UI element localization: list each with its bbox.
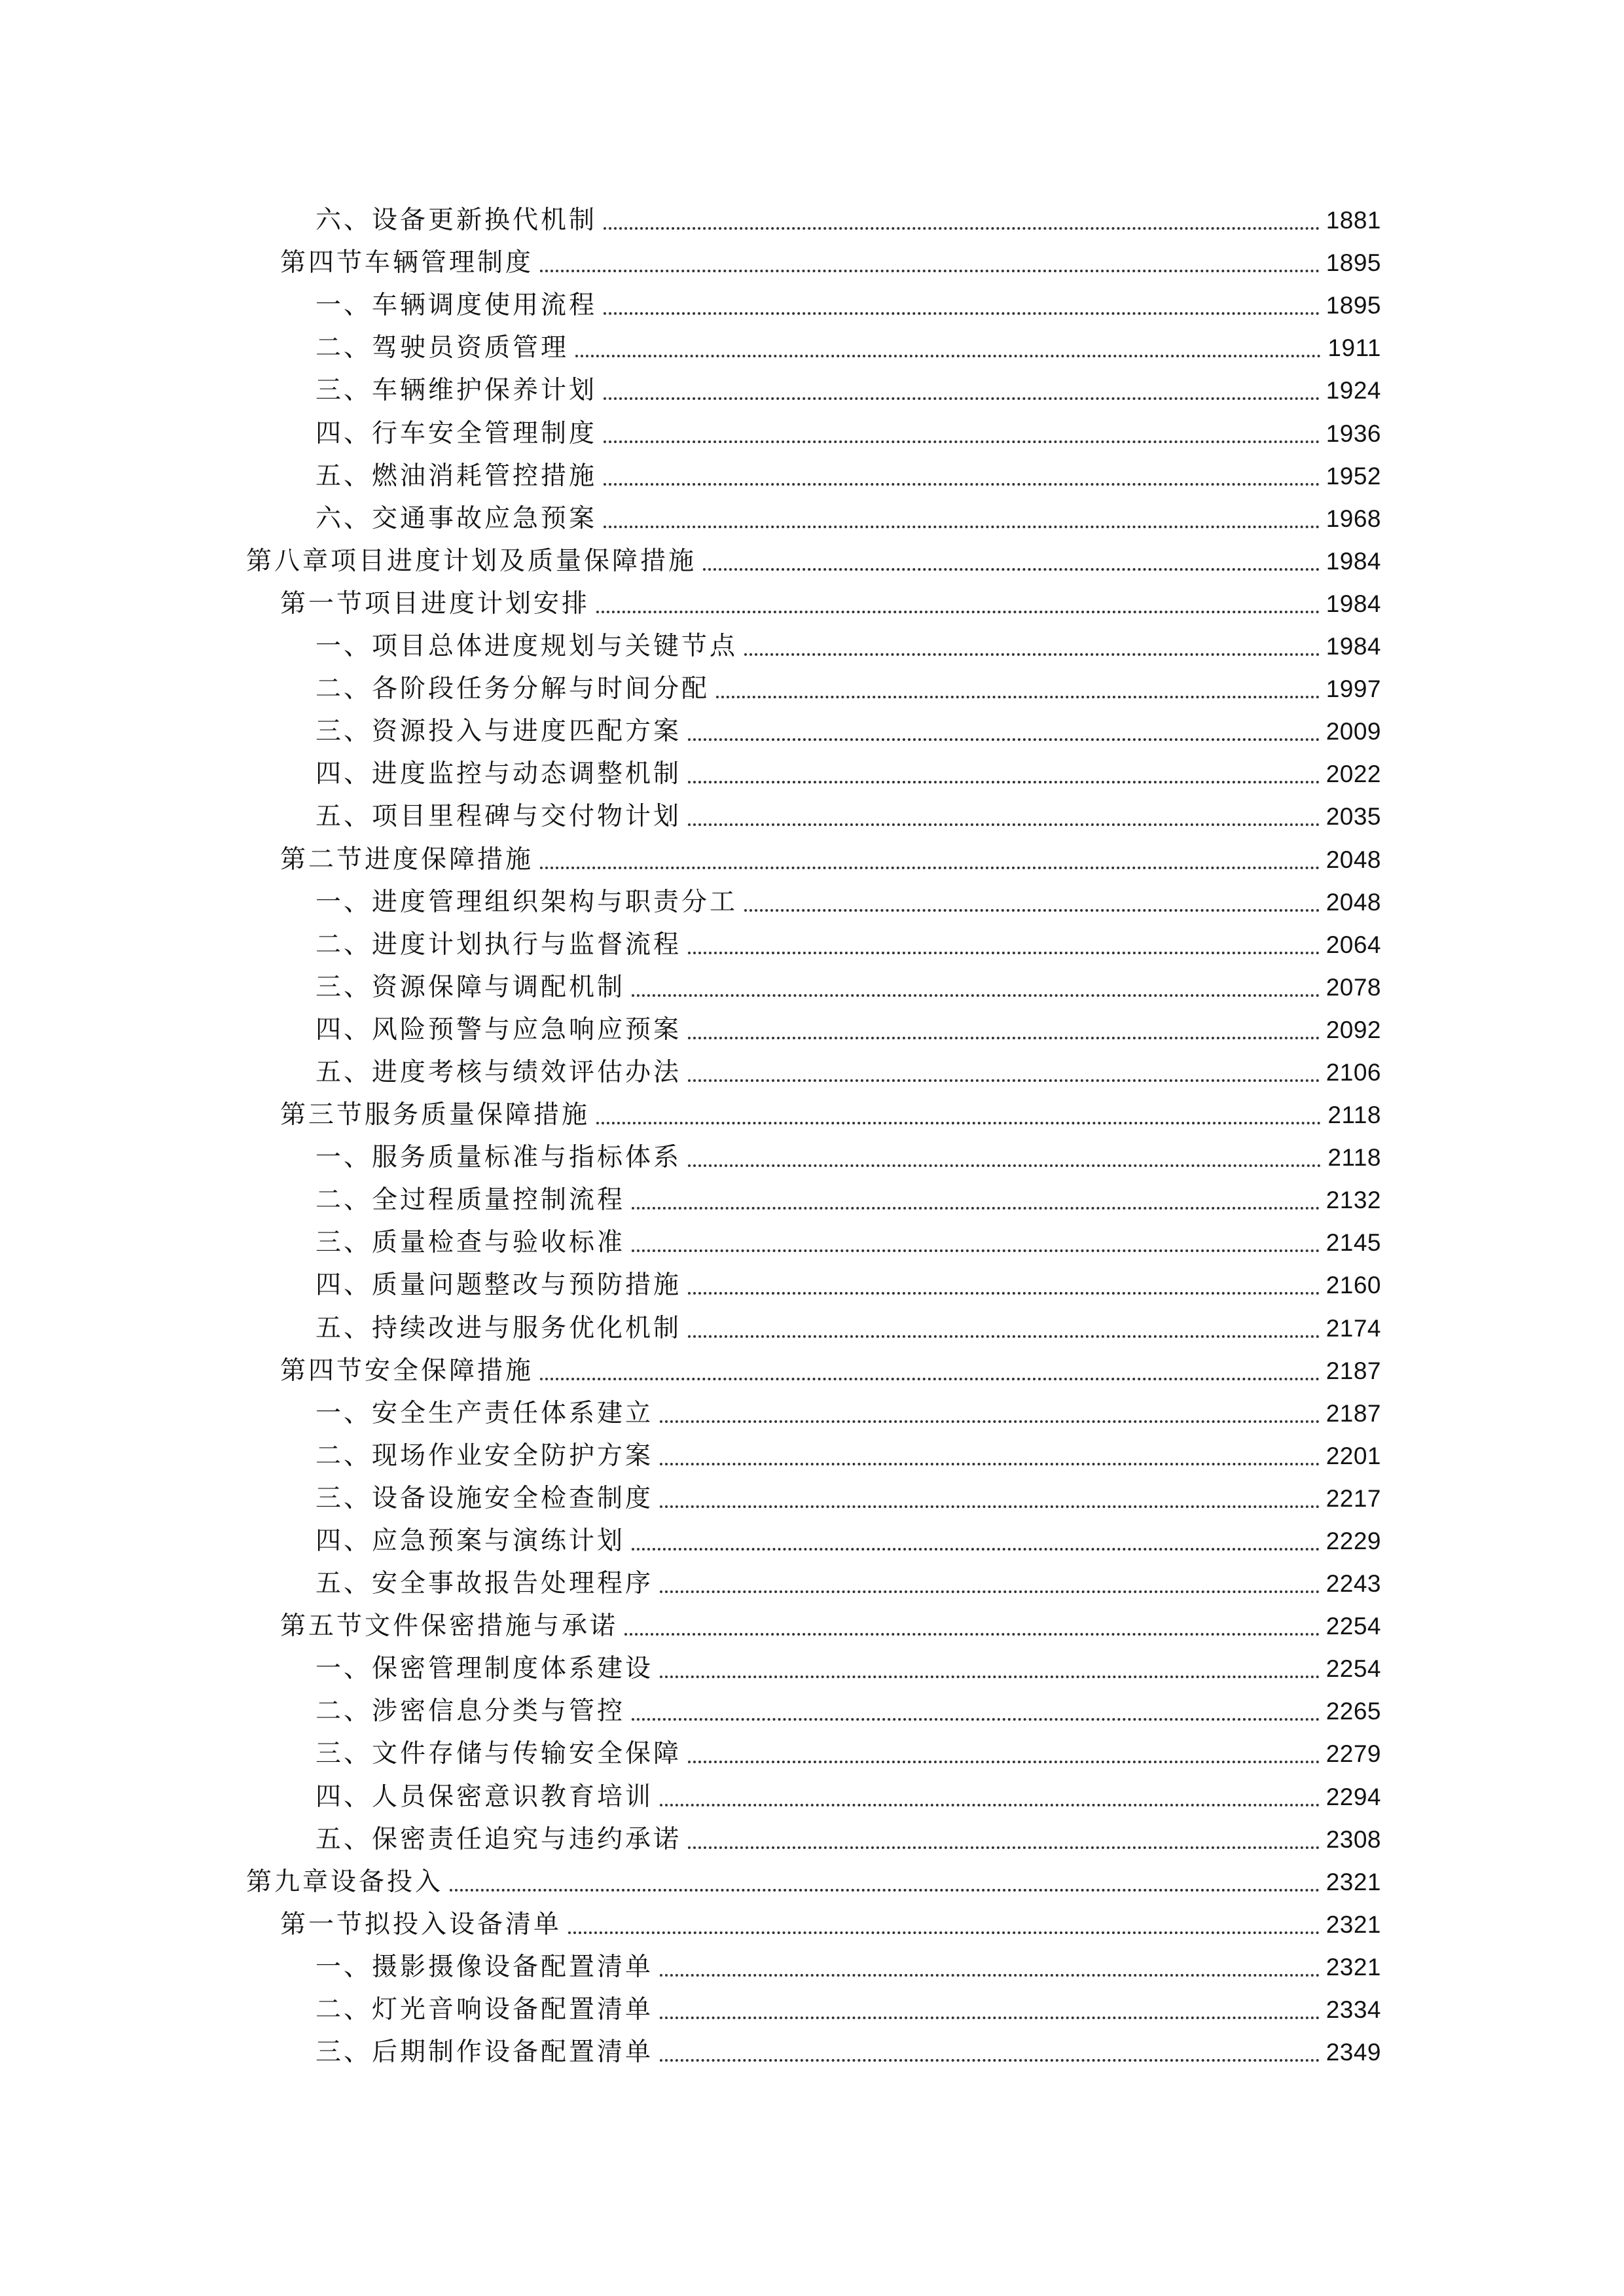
toc-entry-title: 二、全过程质量控制流程 [316, 1185, 626, 1215]
toc-entry[interactable] [0, 539, 1624, 582]
toc-entry[interactable] [0, 198, 1624, 241]
toc-entry-page-number: 1911 [1327, 334, 1381, 362]
toc-entry[interactable] [0, 1732, 1624, 1774]
toc-dot-leader [688, 952, 1320, 954]
toc-dot-leader [604, 526, 1320, 528]
toc-entry[interactable] [0, 1860, 1624, 1903]
toc-entry-page-number: 2022 [1326, 761, 1381, 788]
toc-entry-title: 第一节拟投入设备清单 [280, 1909, 562, 1939]
toc-entry-page-number: 2187 [1326, 1399, 1381, 1427]
toc-entry[interactable] [0, 497, 1624, 539]
toc-entry[interactable] [0, 795, 1624, 837]
toc-dot-leader [632, 1207, 1320, 1210]
toc-dot-leader [688, 1164, 1321, 1167]
toc-dot-leader [604, 440, 1320, 443]
toc-dot-leader [688, 1335, 1320, 1338]
toc-entry-page-number: 1984 [1326, 633, 1381, 660]
toc-entry-title: 三、设备设施安全检查制度 [316, 1483, 654, 1513]
toc-entry-page-number: 2201 [1326, 1442, 1381, 1469]
toc-entry-page-number: 1952 [1326, 462, 1381, 490]
toc-entry[interactable] [0, 241, 1624, 283]
toc-entry[interactable] [0, 1519, 1624, 1562]
toc-dot-leader [688, 1292, 1320, 1295]
toc-dot-leader [450, 1889, 1320, 1892]
toc-entry-page-number: 2132 [1326, 1187, 1381, 1214]
toc-entry-title: 一、安全生产责任体系建立 [316, 1398, 654, 1428]
toc-entry-page-number: 2106 [1326, 1058, 1381, 1086]
toc-entry[interactable] [0, 411, 1624, 454]
toc-dot-leader [660, 1590, 1320, 1593]
toc-entry-title: 第五节文件保密措施与承诺 [280, 1611, 619, 1641]
toc-entry-page-number: 2294 [1326, 1783, 1381, 1810]
toc-entry-title: 四、风险预警与应急响应预案 [316, 1014, 682, 1045]
toc-entry[interactable] [0, 1945, 1624, 1988]
toc-entry-title: 五、进度考核与绩效评估办法 [316, 1057, 682, 1087]
toc-entry-page-number: 2254 [1326, 1655, 1381, 1683]
toc-entry-page-number: 1895 [1326, 249, 1381, 277]
toc-entry-title: 三、资源投入与进度匹配方案 [316, 717, 682, 747]
toc-entry[interactable] [0, 1263, 1624, 1306]
toc-entry-title: 三、资源保障与调配机制 [316, 972, 626, 1002]
toc-dot-leader [744, 653, 1320, 656]
toc-dot-leader [596, 611, 1320, 613]
toc-entry[interactable] [0, 880, 1624, 923]
toc-dot-leader [688, 1846, 1320, 1849]
toc-entry-page-number: 2078 [1326, 973, 1381, 1001]
toc-entry-title: 一、车辆调度使用流程 [316, 291, 598, 321]
toc-entry-title: 二、灯光音响设备配置清单 [316, 1995, 654, 2025]
toc-dot-leader [604, 397, 1320, 400]
toc-entry-title: 第二节进度保障措施 [280, 844, 534, 874]
toc-dot-leader [660, 1463, 1320, 1465]
toc-entry-title: 三、质量检查与验收标准 [316, 1228, 626, 1258]
toc-entry-page-number: 2217 [1326, 1484, 1381, 1512]
toc-entry-page-number: 2048 [1326, 846, 1381, 873]
toc-entry-page-number: 2160 [1326, 1272, 1381, 1299]
toc-dot-leader [624, 1633, 1320, 1636]
toc-entry-title: 二、涉密信息分类与管控 [316, 1696, 626, 1727]
toc-entry[interactable] [0, 1178, 1624, 1221]
toc-entry-page-number: 2118 [1327, 1102, 1381, 1129]
toc-entry[interactable] [0, 1774, 1624, 1817]
toc-dot-leader [660, 1420, 1320, 1423]
toc-entry[interactable] [0, 709, 1624, 752]
toc-dot-leader [688, 823, 1320, 826]
toc-entry[interactable] [0, 1562, 1624, 1604]
toc-entry-page-number: 1984 [1326, 590, 1381, 617]
toc-entry[interactable] [0, 1434, 1624, 1477]
toc-entry-title: 五、保密责任追究与违约承诺 [316, 1824, 682, 1854]
toc-entry-title: 三、后期制作设备配置清单 [316, 2037, 654, 2068]
toc-entry-page-number: 2035 [1326, 803, 1381, 831]
toc-dot-leader [660, 2017, 1320, 2019]
table-of-contents [0, 198, 1624, 2073]
toc-entry[interactable] [0, 1818, 1624, 1860]
toc-entry-page-number: 2064 [1326, 931, 1381, 958]
toc-entry[interactable] [0, 1689, 1624, 1732]
toc-entry-page-number: 2243 [1326, 1570, 1381, 1598]
toc-entry-title: 一、服务质量标准与指标体系 [316, 1143, 682, 1173]
toc-entry-page-number: 2118 [1327, 1144, 1381, 1172]
toc-entry-page-number: 1997 [1326, 675, 1381, 703]
toc-entry-title: 第四节安全保障措施 [280, 1355, 534, 1386]
toc-entry[interactable] [0, 1093, 1624, 1136]
toc-dot-leader [540, 867, 1320, 869]
toc-entry-title: 二、进度计划执行与监督流程 [316, 929, 682, 960]
toc-entry[interactable] [0, 837, 1624, 880]
toc-entry[interactable] [0, 1391, 1624, 1434]
toc-entry-page-number: 1924 [1326, 377, 1381, 404]
toc-entry[interactable] [0, 1306, 1624, 1348]
toc-entry[interactable] [0, 582, 1624, 624]
toc-entry-title: 五、项目里程碑与交付物计划 [316, 802, 682, 832]
toc-entry-title: 一、保密管理制度体系建设 [316, 1654, 654, 1684]
toc-entry-title: 第三节服务质量保障措施 [280, 1100, 590, 1130]
toc-entry-title: 一、进度管理组织架构与职责分工 [316, 887, 738, 917]
toc-entry-page-number: 1895 [1326, 292, 1381, 319]
toc-entry-title: 五、安全事故报告处理程序 [316, 1569, 654, 1599]
toc-entry-title: 四、人员保密意识教育培训 [316, 1782, 654, 1812]
toc-dot-leader [604, 227, 1320, 230]
toc-dot-leader [632, 994, 1320, 997]
toc-entry-title: 一、项目总体进度规划与关键节点 [316, 632, 738, 662]
toc-dot-leader [688, 738, 1320, 741]
toc-entry[interactable] [0, 1008, 1624, 1050]
toc-entry-page-number: 2009 [1326, 718, 1381, 745]
toc-dot-leader [632, 1548, 1320, 1551]
toc-entry-page-number: 1881 [1326, 207, 1381, 234]
toc-entry-title: 三、车辆维护保养计划 [316, 376, 598, 406]
toc-dot-leader [604, 312, 1320, 315]
toc-dot-leader [660, 1676, 1320, 1678]
toc-entry-title: 六、设备更新换代机制 [316, 206, 598, 236]
toc-entry-title: 四、进度监控与动态调整机制 [316, 759, 682, 789]
toc-entry[interactable] [0, 1647, 1624, 1689]
toc-entry-page-number: 2321 [1326, 1910, 1381, 1938]
toc-entry[interactable] [0, 923, 1624, 965]
toc-entry-page-number: 2349 [1326, 2039, 1381, 2066]
toc-entry-page-number: 1968 [1326, 505, 1381, 532]
toc-entry-title: 第八章项目进度计划及质量保障措施 [246, 546, 697, 576]
toc-dot-leader [632, 1718, 1320, 1721]
toc-entry-title: 二、驾驶员资质管理 [316, 333, 569, 363]
toc-dot-leader [568, 1931, 1320, 1934]
toc-entry-title: 四、应急预案与演练计划 [316, 1526, 626, 1556]
toc-entry-title: 五、持续改进与服务优化机制 [316, 1313, 682, 1343]
toc-entry-page-number: 2279 [1326, 1740, 1381, 1768]
toc-entry-page-number: 2187 [1326, 1357, 1381, 1384]
toc-entry[interactable] [0, 1221, 1624, 1263]
toc-entry-title: 第一节项目进度计划安排 [280, 588, 590, 619]
toc-dot-leader [660, 1505, 1320, 1508]
toc-entry[interactable] [0, 667, 1624, 709]
toc-entry[interactable] [0, 326, 1624, 368]
toc-entry-title: 二、各阶段任务分解与时间分配 [316, 674, 710, 704]
toc-entry[interactable] [0, 624, 1624, 667]
toc-entry-page-number: 2229 [1326, 1528, 1381, 1554]
toc-entry-page-number: 2048 [1326, 888, 1381, 916]
toc-dot-leader [540, 1378, 1320, 1380]
toc-entry[interactable] [0, 1604, 1624, 1647]
toc-entry-title: 二、现场作业安全防护方案 [316, 1441, 654, 1471]
toc-entry-page-number: 2092 [1326, 1016, 1381, 1043]
toc-dot-leader [660, 2059, 1320, 2062]
toc-dot-leader [716, 696, 1320, 698]
toc-entry[interactable] [0, 1136, 1624, 1178]
toc-dot-leader [575, 355, 1321, 357]
toc-entry-title: 六、交通事故应急预案 [316, 503, 598, 533]
toc-entry[interactable] [0, 1349, 1624, 1391]
toc-entry-title: 一、摄影摄像设备配置清单 [316, 1952, 654, 1982]
toc-dot-leader [744, 909, 1320, 912]
toc-entry-title: 第四节车辆管理制度 [280, 248, 534, 278]
toc-entry[interactable] [0, 1988, 1624, 2030]
toc-dot-leader [688, 1037, 1320, 1039]
toc-entry-page-number: 2321 [1326, 1868, 1381, 1895]
toc-entry-page-number: 2321 [1326, 1953, 1381, 1981]
toc-dot-leader [688, 781, 1320, 783]
toc-entry[interactable] [0, 752, 1624, 795]
toc-entry[interactable] [0, 1903, 1624, 1945]
toc-entry[interactable] [0, 2030, 1624, 2073]
toc-entry-page-number: 2265 [1326, 1698, 1381, 1725]
toc-entry[interactable] [0, 454, 1624, 497]
toc-dot-leader [660, 1804, 1320, 1806]
toc-entry[interactable] [0, 1050, 1624, 1093]
toc-dot-leader [688, 1761, 1320, 1763]
toc-entry-page-number: 2145 [1326, 1229, 1381, 1257]
toc-dot-leader [604, 483, 1320, 486]
toc-entry-page-number: 1936 [1326, 420, 1381, 447]
toc-entry-title: 四、质量问题整改与预防措施 [316, 1270, 682, 1300]
toc-entry-title: 四、行车安全管理制度 [316, 418, 598, 448]
toc-dot-leader [632, 1249, 1320, 1252]
toc-entry-page-number: 2254 [1326, 1613, 1381, 1640]
toc-entry-title: 第九章设备投入 [246, 1867, 444, 1897]
toc-entry-page-number: 2334 [1326, 1996, 1381, 2024]
toc-entry-title: 五、燃油消耗管控措施 [316, 461, 598, 491]
toc-entry[interactable] [0, 1477, 1624, 1519]
toc-dot-leader [688, 1079, 1320, 1082]
toc-entry-title: 三、文件存储与传输安全保障 [316, 1739, 682, 1769]
toc-dot-leader [703, 568, 1320, 571]
toc-entry[interactable] [0, 283, 1624, 326]
toc-dot-leader [596, 1122, 1321, 1124]
toc-entry[interactable] [0, 965, 1624, 1008]
toc-entry-page-number: 2174 [1326, 1314, 1381, 1342]
toc-entry-page-number: 2308 [1326, 1825, 1381, 1853]
toc-entry-page-number: 1984 [1326, 547, 1381, 575]
toc-dot-leader [540, 270, 1320, 272]
toc-dot-leader [660, 1974, 1320, 1977]
toc-entry[interactable] [0, 368, 1624, 411]
